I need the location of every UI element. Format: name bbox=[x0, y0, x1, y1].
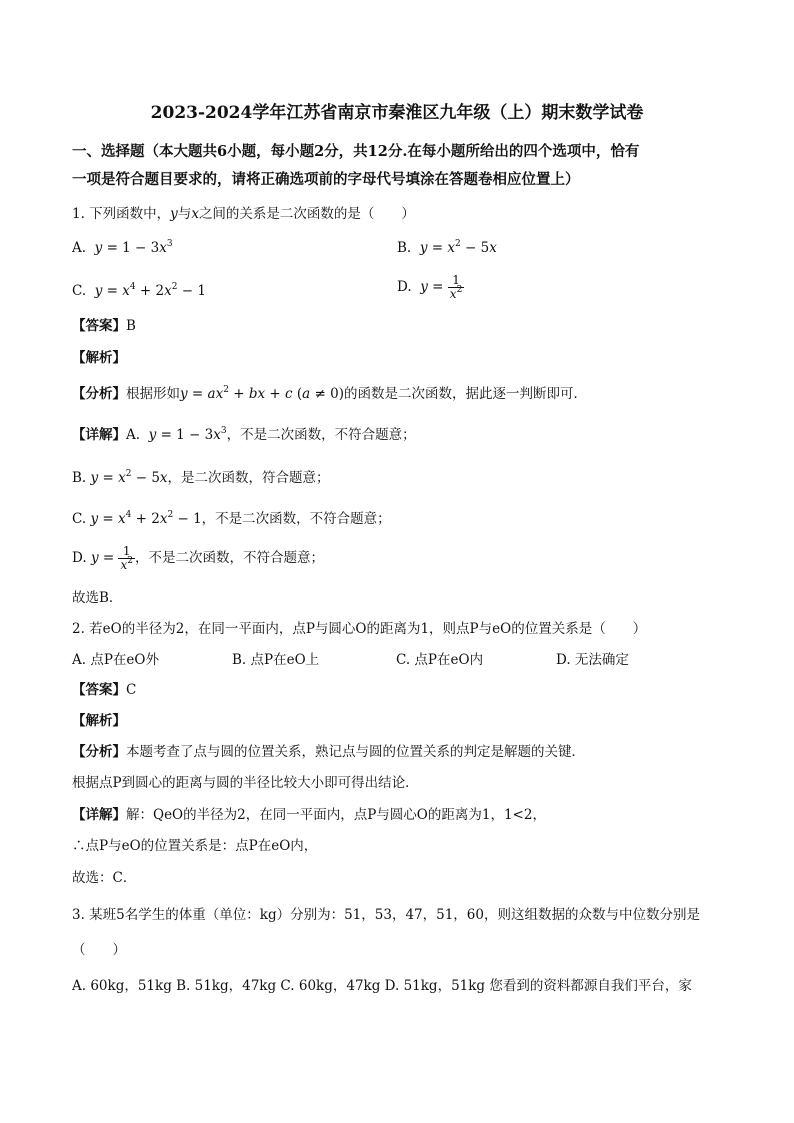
q3-options: A. 60kg，51kg B. 51kg，47kg C. 60kg，47kg D. 51kg，51kg 您看到的资料都源自我们平台，家 bbox=[72, 978, 692, 994]
q1-detail-a: 【详解】A. $y = 1 - 3x^3$，不是二次函数，不符合题意； bbox=[72, 426, 416, 443]
q2-option-c: C. 点P在eO内 bbox=[396, 652, 484, 668]
q2-detail: 【详解】解：QeO的半径为2，在同一平面内，点P与圆心O的距离为1，1<2， bbox=[72, 807, 546, 823]
q2-detail-2: ∴点P与eO的位置关系是：点P在eO内， bbox=[72, 838, 318, 854]
q1-detail-d: D. y = $\frac{1}{x^2}$ ，不是二次函数，不符合题意； bbox=[72, 544, 324, 572]
section-heading-line-2: 一项是符合题目要求的，请将正确选项前的字母代号填涂在答题卷相应位置上） bbox=[72, 171, 580, 188]
q2-answer: 【答案】C bbox=[72, 682, 137, 698]
q2-analysis-label: 【解析】 bbox=[72, 713, 126, 729]
q1-option-a: A. $y = 1 - 3x^3$ bbox=[72, 239, 173, 256]
q3-stem-2: （ ） bbox=[72, 942, 126, 958]
q2-fenxi-2: 根据点P到圆心的距离与圆的半径比较大小即可得出结论． bbox=[72, 775, 419, 791]
q1-option-c: C. $y = x^4 + 2x^2 - 1$ bbox=[72, 282, 206, 299]
q2-options bbox=[72, 651, 629, 669]
q2-option-d: D. 无法确定 bbox=[556, 652, 629, 668]
q1-conclusion: 故选B． bbox=[72, 590, 123, 606]
q3-stem: 3. 某班5名学生的体重（单位：kg）分别为：51，53，47，51，60，则这组数据的众数与中位数分别是 bbox=[72, 907, 700, 923]
section-heading-line-1: 一、选择题（本大题共6小题，每小题2分，共12分.在每小题所给出的四个选项中，恰有 bbox=[72, 143, 640, 160]
q1-detail-c: C. $y = x^4 + 2x^2 - 1$，不是二次函数，不符合题意； bbox=[72, 510, 391, 527]
q1-answer: 【答案】B bbox=[72, 318, 136, 334]
q2-fenxi: 【分析】本题考查了点与圆的位置关系，熟记点与圆的位置关系的判定是解题的关键． bbox=[72, 744, 585, 760]
q2-option-a: A. 点P在eO外 bbox=[72, 652, 159, 668]
q1-option-b: B. $y = x^2 - 5x$ bbox=[397, 239, 497, 256]
q1-fenxi: 【分析】根据形如$y = ax^2$ + bx + c (a ≠ 0)的函数是二次函数，据此逐一判断即可． bbox=[72, 385, 587, 402]
q1-analysis-label: 【解析】 bbox=[72, 350, 126, 366]
q1-detail-b: B. $y = x^2 - 5x$，是二次函数，符合题意； bbox=[72, 469, 330, 486]
q2-option-b: B. 点P在eO上 bbox=[232, 652, 320, 668]
q2-stem: 2. 若eO的半径为2，在同一平面内，点P与圆心O的距离为1，则点P与eO的位置关系是（ ） bbox=[72, 621, 647, 637]
q1-stem: 1. 下列函数中，y与x之间的关系是二次函数的是（ ） bbox=[72, 206, 415, 222]
q2-conclusion: 故选：C． bbox=[72, 870, 137, 886]
page-title: 2023-2024学年江苏省南京市秦淮区九年级（上）期末数学试卷 bbox=[150, 103, 644, 123]
q1-option-d: D. y = $\frac{1}{x^2}$ bbox=[397, 273, 463, 301]
